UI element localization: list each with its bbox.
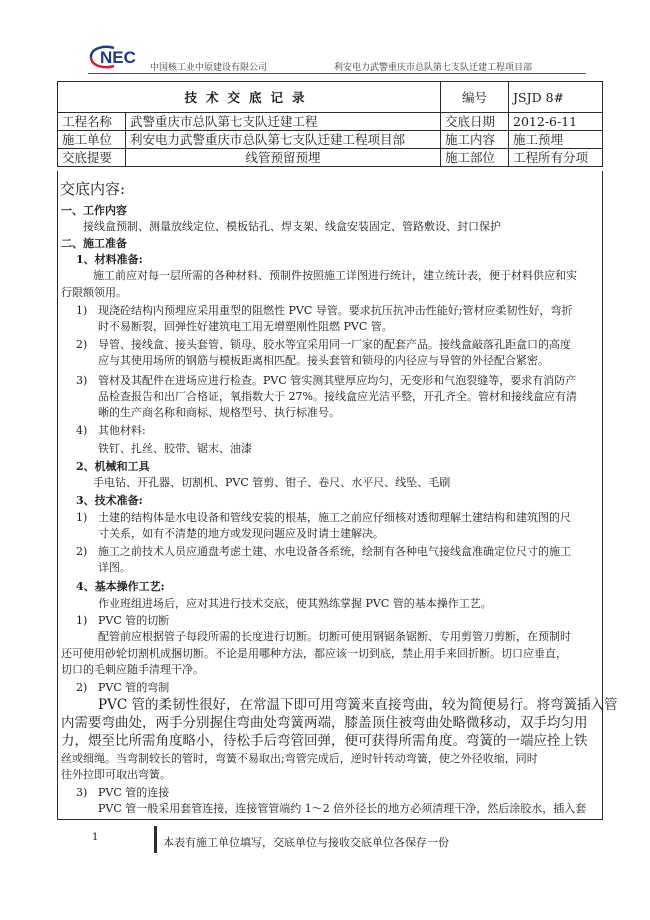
company-logo [88,44,154,70]
paragraph-line: 作业班组进场后，应对其进行技术交底，使其熟练掌握 PVC 管的基本操作工艺。 [98,597,492,610]
paragraph-line: 时不易断裂，回弹性好建筑电工用无增塑刚性阻燃 PVC 管。 [98,320,393,333]
project-name: 利安电力武警重庆市总队第七支队迁建工程项目部 [334,63,533,73]
paragraph-line: 施工前应对每一层所需的各种材料、预制件按照施工详图进行统计，建立统计表，便于材料供应和实 [93,269,577,282]
code-value: JSJD 8# [509,82,603,113]
code-label: 编号 [441,82,509,113]
list-number: 3) [76,786,88,799]
subsection-heading: 1、材料准备: [76,253,143,266]
subsection-heading: 2、机械和工具 [76,460,150,473]
paragraph-line: 行限额领用。 [61,286,127,299]
subsection-heading: PVC 管的弯制 [98,681,170,694]
paragraph-line: 手电钻、开孔器、切割机、PVC 管剪、钳子、卷尺、水平尺、线坠、毛刷 [93,476,451,489]
form-title: 技术交底记录 [58,82,441,113]
footer-bar [154,826,157,853]
paragraph-line: 晰的生产商名称和商标、规格型号、执行标准号。 [98,406,340,419]
list-number: 4) [76,424,88,437]
content-title: 交底内容: [60,180,126,198]
subsection-heading: 4、基本操作工艺: [76,580,165,593]
summary-label: 交底提要 [58,149,126,167]
subsection-heading: 3、技术准备: [76,494,143,507]
list-number: 2) [76,545,88,558]
info-table [57,81,603,167]
paragraph-line: 品检查报告和出厂合格证，氧指数大于 27%。接线盒应光洁平整，开孔齐全。管材和接线盒应有清 [98,390,577,403]
project-name-value: 武警重庆市总队第七支队迁建工程 [126,113,441,131]
paragraph-line: 往外拉即可取出弯簧。 [61,768,171,781]
paragraph-line: 切口的毛刺应随手清理干净。 [61,663,204,676]
unit-label: 施工单位 [58,131,126,149]
section-heading: 一、工作内容 [61,204,127,217]
paragraph-line: 应与其使用场所的钢筋与模板距离相匹配。接头套管和锁母的内径应与导管的外径配合紧密。 [98,354,549,367]
date-label: 交底日期 [441,113,509,131]
paragraph-line: 寸关系，如有不清楚的地方或发现问题应及时请土建解决。 [98,527,384,540]
paragraph-line: 现浇砼结构内预埋应采用重型的阻燃性 PVC 导管。要求抗压抗冲击性能好;管材应柔韧性好，弯折 [98,304,573,317]
paragraph-line: 管材及其配件在进场应进行检查。PVC 管实测其壁厚应均匀，无变形和气泡裂缝等，要求有消防产 [98,374,577,387]
location-label: 施工部位 [441,149,509,167]
subsection-heading: PVC 管的连接 [98,786,170,799]
paragraph-line: 详图。 [98,561,131,574]
list-number: 2) [76,338,88,351]
paragraph-line: 配管前应根据管子每段所需的长度进行切断。切断可使用钢锯条锯断、专用剪管刀剪断，在预制时 [98,630,571,643]
paragraph-line: 导管、接线盒、接头套管、锁母、胶水等宜采用同一厂家的配套产品。接线盒敲落孔距盒口的高度 [98,338,571,351]
unit-value: 利安电力武警重庆市总队第七支队迁建工程项目部 [126,131,441,149]
paragraph-line: 还可使用砂轮切割机成捆切断。不论是用哪种方法，都应该一切到底，禁止用手来回折断。切口应垂直， [61,647,567,660]
subsection-heading: PVC 管的切断 [98,614,170,627]
paragraph-line: 接线盒预制、测量放线定位、模板钻孔、焊支架、线盒安装固定、管路敷设、封口保护 [83,220,501,233]
footer-note: 本表有施工单位填写，交底单位与接收交底单位各保存一份 [163,836,449,849]
paragraph-line: PVC 管的柔韧性很好，在常温下即可用弯簧来直接弯曲，较为简便易行。将弯簧插入管 [98,697,618,713]
work-content-value: 施工预埋 [509,131,603,149]
list-number: 2) [76,681,88,694]
paragraph-line: 力，煨至比所需角度略小，待松手后弯管回弹，便可获得所需角度。弯簧的一端应拴上铁 [61,733,588,749]
project-name-label: 工程名称 [58,113,126,131]
date-value: 2012-6-11 [509,113,603,131]
section-heading: 二、施工准备 [61,237,127,250]
page-number: 1 [92,832,99,843]
paragraph-line: 丝或细绳。当弯制较长的管时，弯簧不易取出;弯管完成后，逆时针转动弯簧，使之外径收缩，同时 [61,752,538,765]
paragraph-line: 铁钉、扎丝、胶带、锯末、油漆 [98,442,252,455]
paragraph-line: 施工之前技术人员应通盘考虑土建、水电设备各系统，绘制有各种电气接线盒准确定位尺寸的施工 [98,545,571,558]
list-number: 1) [76,614,88,627]
list-number: 1) [76,511,88,524]
header-divider [88,73,586,74]
company-name: 中国核工业中原建设有限公司 [150,63,268,73]
paragraph-line: PVC 管一般采用套管连接，连接管管端约 1～2 倍外径长的地方必须清理干净，然后涂胶水，插入套 [98,802,587,815]
paragraph-line: 其他材料: [98,424,146,437]
paragraph-line: 内需要弯曲处，两手分别握住弯曲处弯簧两端，膝盖顶住被弯曲处略微移动，双手均匀用 [61,715,588,731]
svg-text:NEC: NEC [100,48,136,67]
list-number: 3) [76,374,88,387]
paragraph-line: 土建的结构体是水电设备和管线安装的根基，施工之前应仔细核对透彻理解土建结构和建筑图的尺 [98,511,571,524]
summary-value: 线管预留预埋 [126,149,441,167]
work-content-label: 施工内容 [441,131,509,149]
list-number: 1) [76,304,88,317]
location-value: 工程所有分项 [509,149,603,167]
